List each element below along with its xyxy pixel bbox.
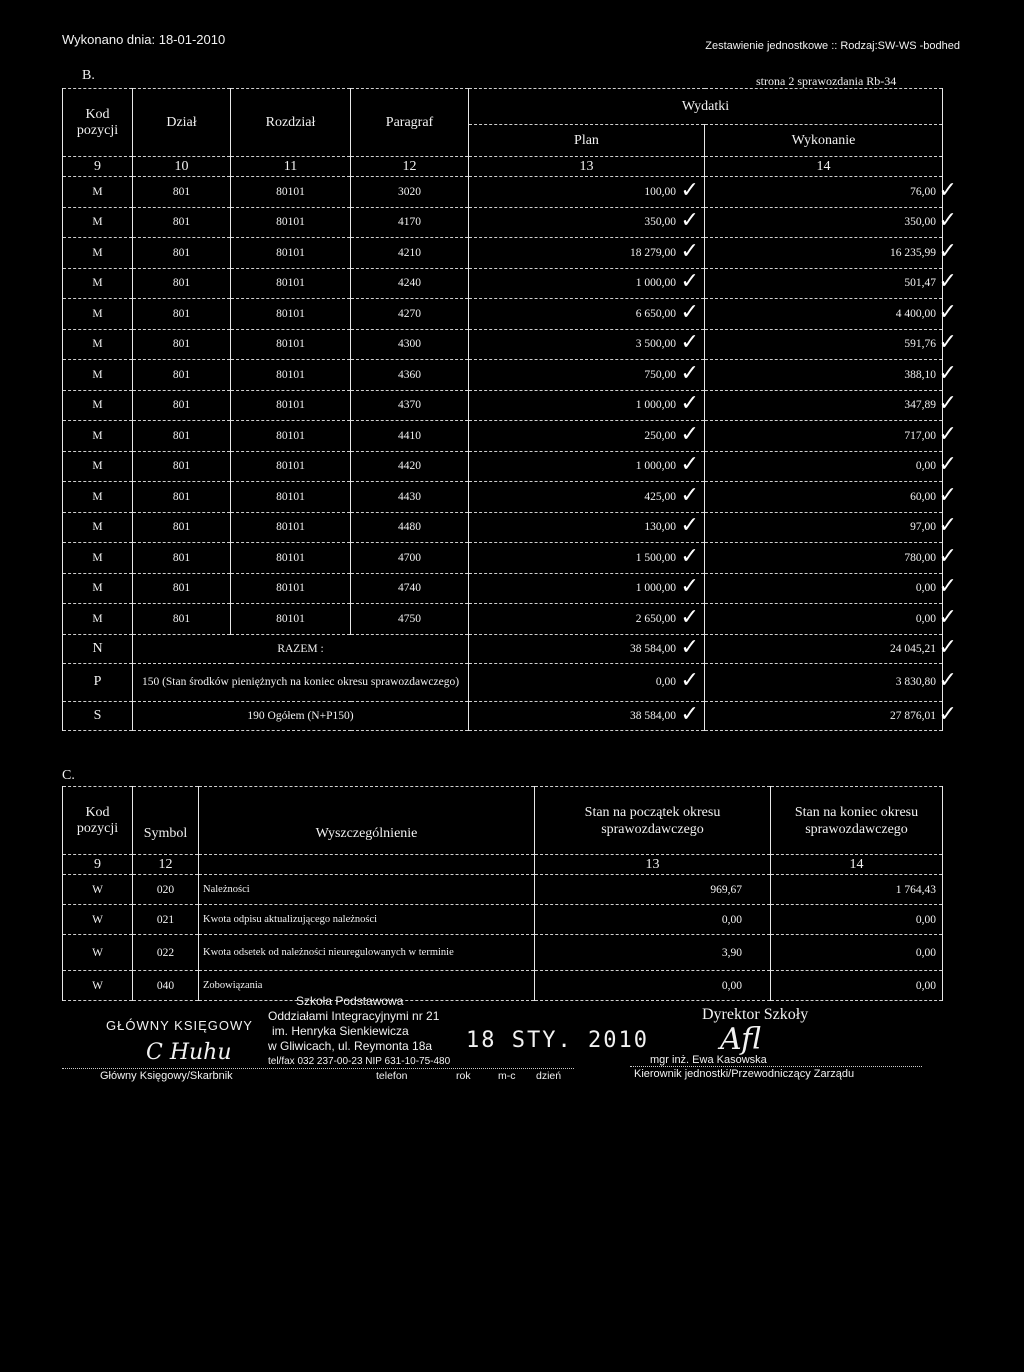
cell-kod: M: [63, 299, 133, 330]
check-mark-icon: ✓: [680, 208, 699, 234]
cell-wykonanie: 60,00: [705, 482, 943, 513]
col-number: [199, 855, 535, 875]
check-mark-icon: ✓: [938, 701, 957, 727]
check-mark-icon: ✓: [938, 668, 957, 693]
cell-plan: 1 500,00: [469, 543, 705, 574]
check-mark-icon: ✓: [938, 574, 957, 600]
cell-paragraf: 4700: [351, 543, 469, 574]
cell-rozdzial: 80101: [231, 451, 351, 482]
cell-dzial: 801: [133, 299, 231, 330]
cell-paragraf: 4750: [351, 604, 469, 635]
check-mark-icon: ✓: [680, 360, 699, 386]
receivables-table: [62, 786, 943, 1001]
table-row: [63, 207, 943, 238]
cell-wykonanie: 350,00: [705, 207, 943, 238]
cell-kod: M: [63, 604, 133, 635]
header-kod: Kod pozycji: [63, 787, 133, 855]
cell-plan: 38 584,00: [469, 701, 705, 730]
cell-paragraf: 4300: [351, 329, 469, 360]
cell-kod: M: [63, 329, 133, 360]
check-mark-icon: ✓: [938, 208, 957, 234]
table-row: [63, 451, 943, 482]
cell-paragraf: 4240: [351, 268, 469, 299]
cell-paragraf: 3020: [351, 177, 469, 208]
cell-label: 190 Ogółem (N+P150): [133, 701, 469, 730]
table-row: [63, 482, 943, 513]
col-number: 10: [133, 157, 231, 177]
cell-rozdzial: 80101: [231, 360, 351, 391]
header-kod: Kod pozycji: [63, 89, 133, 157]
cell-kod: M: [63, 390, 133, 421]
check-mark-icon: ✓: [680, 574, 699, 600]
cell-opis: Kwota odsetek od należności nieuregulowanych w terminie: [199, 935, 535, 971]
cell-wykonanie: 27 876,01: [705, 701, 943, 730]
cell-dzial: 801: [133, 238, 231, 269]
cell-wykonanie: 3 830,80: [705, 663, 943, 701]
accountant-caption: Główny Księgowy/Skarbnik: [100, 1070, 233, 1082]
cell-koniec: 1 764,43: [771, 875, 943, 905]
table-row: [63, 512, 943, 543]
header-wyszczegolnienie: Wyszczególnienie: [199, 787, 535, 855]
cell-poczatek: 0,00: [535, 971, 771, 1001]
header-wydatki: Wydatki: [469, 89, 943, 125]
table-row: [63, 268, 943, 299]
cell-paragraf: 4170: [351, 207, 469, 238]
check-mark-icon: ✓: [938, 634, 957, 660]
cell-rozdzial: 80101: [231, 512, 351, 543]
cell-label: 150 (Stan środków pieniężnych na koniec okresu sprawozdawczego): [133, 663, 469, 701]
check-mark-icon: ✓: [680, 330, 699, 356]
cell-plan: 1 000,00: [469, 451, 705, 482]
cell-kod: N: [63, 634, 133, 663]
col-number: 12: [133, 855, 199, 875]
cell-plan: 2 650,00: [469, 604, 705, 635]
cell-symbol: 021: [133, 905, 199, 935]
stamp-line: w Gliwicach, ul. Reymonta 18a: [268, 1039, 433, 1053]
director-line: [630, 1066, 922, 1067]
summary-row: [63, 663, 943, 701]
cell-wykonanie: 16 235,99: [705, 238, 943, 269]
check-mark-icon: ✓: [938, 452, 957, 478]
header-rozdzial: Rozdział: [231, 89, 351, 157]
generated-date: Wykonano dnia: 18-01-2010: [62, 32, 226, 47]
check-mark-icon: ✓: [680, 543, 699, 569]
stamp-line: tel/fax 032 237-00-23 NIP 631-10-75-480: [268, 1056, 451, 1067]
cell-kod: M: [63, 482, 133, 513]
cell-poczatek: 3,90: [535, 935, 771, 971]
check-mark-icon: ✓: [938, 513, 957, 539]
table-row: [63, 329, 943, 360]
cell-wykonanie: 388,10: [705, 360, 943, 391]
col-number: 9: [63, 855, 133, 875]
check-mark-icon: ✓: [938, 299, 957, 325]
cell-dzial: 801: [133, 390, 231, 421]
cell-rozdzial: 80101: [231, 482, 351, 513]
check-mark-icon: ✓: [680, 391, 699, 417]
cell-plan: 350,00: [469, 207, 705, 238]
cell-rozdzial: 80101: [231, 573, 351, 604]
check-mark-icon: ✓: [680, 701, 699, 727]
cell-rozdzial: 80101: [231, 390, 351, 421]
date-caption-telefon: telefon: [376, 1070, 408, 1082]
table-row: [63, 905, 943, 935]
stamp-line: Oddziałami Integracyjnymi nr 21: [268, 1009, 440, 1023]
director-name: mgr inż. Ewa Kasowska: [650, 1054, 767, 1066]
cell-kod: M: [63, 207, 133, 238]
table-row: [63, 875, 943, 905]
cell-kod: M: [63, 238, 133, 269]
director-caption: Kierownik jednostki/Przewodniczący Zarządu: [634, 1068, 855, 1080]
cell-rozdzial: 80101: [231, 329, 351, 360]
check-mark-icon: ✓: [680, 604, 699, 630]
school-stamp: [268, 994, 450, 1069]
header-wykonanie: Wykonanie: [705, 125, 943, 157]
table-row: [63, 238, 943, 269]
table-row: [63, 390, 943, 421]
table-row: [63, 543, 943, 574]
cell-plan: 0,00: [469, 663, 705, 701]
col-number: 11: [231, 157, 351, 177]
page-reference: strona 2 sprawozdania Rb-34: [756, 74, 897, 88]
cell-plan: 1 000,00: [469, 390, 705, 421]
col-number: 13: [535, 855, 771, 875]
cell-wykonanie: 0,00: [705, 451, 943, 482]
cell-kod: M: [63, 177, 133, 208]
cell-dzial: 801: [133, 268, 231, 299]
check-mark-icon: ✓: [680, 177, 699, 203]
col-number: 13: [469, 157, 705, 177]
section-c-label: C.: [62, 768, 75, 783]
cell-kod: M: [63, 451, 133, 482]
cell-dzial: 801: [133, 482, 231, 513]
date-caption-rok: rok: [456, 1070, 471, 1082]
check-mark-icon: ✓: [680, 238, 699, 264]
cell-rozdzial: 80101: [231, 604, 351, 635]
cell-rozdzial: 80101: [231, 421, 351, 452]
cell-kod: M: [63, 421, 133, 452]
cell-plan: 38 584,00: [469, 634, 705, 663]
cell-paragraf: 4270: [351, 299, 469, 330]
director-signature: Afl: [720, 1022, 762, 1057]
check-mark-icon: ✓: [938, 482, 957, 508]
cell-wykonanie: 97,00: [705, 512, 943, 543]
cell-label: RAZEM :: [133, 634, 469, 663]
col-number: 12: [351, 157, 469, 177]
cell-poczatek: 969,67: [535, 875, 771, 905]
check-mark-icon: ✓: [938, 543, 957, 569]
check-mark-icon: ✓: [938, 604, 957, 630]
cell-wykonanie: 0,00: [705, 604, 943, 635]
cell-dzial: 801: [133, 207, 231, 238]
cell-rozdzial: 80101: [231, 207, 351, 238]
check-mark-icon: ✓: [680, 668, 699, 693]
stamp-line: Szkoła Podstawowa: [296, 994, 404, 1008]
cell-plan: 3 500,00: [469, 329, 705, 360]
cell-paragraf: 4210: [351, 238, 469, 269]
table-row: [63, 421, 943, 452]
cell-plan: 6 650,00: [469, 299, 705, 330]
cell-paragraf: 4480: [351, 512, 469, 543]
section-b-label: B.: [82, 68, 95, 83]
check-mark-icon: ✓: [938, 238, 957, 264]
header-paragraf: Paragraf: [351, 89, 469, 157]
cell-kod: M: [63, 543, 133, 574]
cell-kod: W: [63, 875, 133, 905]
cell-kod: M: [63, 512, 133, 543]
cell-dzial: 801: [133, 543, 231, 574]
cell-paragraf: 4360: [351, 360, 469, 391]
cell-rozdzial: 80101: [231, 543, 351, 574]
accountant-stamp: GŁÓWNY KSIĘGOWY: [106, 1018, 253, 1033]
cell-symbol: 022: [133, 935, 199, 971]
cell-wykonanie: 780,00: [705, 543, 943, 574]
cell-kod: P: [63, 663, 133, 701]
cell-wykonanie: 24 045,21: [705, 634, 943, 663]
col-number: 14: [705, 157, 943, 177]
cell-dzial: 801: [133, 360, 231, 391]
date-line: [62, 1068, 574, 1069]
cell-plan: 18 279,00: [469, 238, 705, 269]
cell-plan: 250,00: [469, 421, 705, 452]
check-mark-icon: ✓: [938, 330, 957, 356]
cell-plan: 750,00: [469, 360, 705, 391]
cell-rozdzial: 80101: [231, 177, 351, 208]
cell-opis: Kwota odpisu aktualizującego należności: [199, 905, 535, 935]
cell-rozdzial: 80101: [231, 299, 351, 330]
cell-dzial: 801: [133, 512, 231, 543]
summary-row: [63, 634, 943, 663]
check-mark-icon: ✓: [938, 391, 957, 417]
cell-kod: M: [63, 268, 133, 299]
cell-wykonanie: 4 400,00: [705, 299, 943, 330]
cell-koniec: 0,00: [771, 971, 943, 1001]
header-koniec: Stan na koniec okresu sprawozdawczego: [771, 787, 943, 855]
cell-wykonanie: 717,00: [705, 421, 943, 452]
cell-plan: 1 000,00: [469, 268, 705, 299]
date-caption-dzien: dzień: [536, 1070, 562, 1082]
cell-wykonanie: 0,00: [705, 573, 943, 604]
header-plan: Plan: [469, 125, 705, 157]
check-mark-icon: ✓: [938, 177, 957, 203]
cell-paragraf: 4740: [351, 573, 469, 604]
table-row: [63, 360, 943, 391]
check-mark-icon: ✓: [680, 513, 699, 539]
cell-paragraf: 4370: [351, 390, 469, 421]
header-dzial: Dział: [133, 89, 231, 157]
cell-plan: 100,00: [469, 177, 705, 208]
cell-kod: M: [63, 573, 133, 604]
check-mark-icon: ✓: [938, 360, 957, 386]
check-mark-icon: ✓: [938, 269, 957, 295]
cell-wykonanie: 501,47: [705, 268, 943, 299]
table-row: [63, 935, 943, 971]
cell-dzial: 801: [133, 573, 231, 604]
table-row: [63, 573, 943, 604]
cell-symbol: 040: [133, 971, 199, 1001]
cell-kod: S: [63, 701, 133, 730]
cell-plan: 130,00: [469, 512, 705, 543]
report-source: Zestawienie jednostkowe :: Rodzaj:SW-WS -bodhed: [705, 40, 960, 52]
cell-rozdzial: 80101: [231, 268, 351, 299]
cell-opis: Należności: [199, 875, 535, 905]
cell-kod: W: [63, 935, 133, 971]
check-mark-icon: ✓: [938, 421, 957, 447]
header-poczatek: Stan na początek okresu sprawozdawczego: [535, 787, 771, 855]
date-caption-mc: m-c: [498, 1070, 516, 1082]
stamp-line: im. Henryka Sienkiewicza: [272, 1024, 409, 1038]
cell-dzial: 801: [133, 451, 231, 482]
cell-dzial: 801: [133, 177, 231, 208]
cell-rozdzial: 80101: [231, 238, 351, 269]
cell-kod: W: [63, 905, 133, 935]
cell-koniec: 0,00: [771, 935, 943, 971]
cell-symbol: 020: [133, 875, 199, 905]
cell-opis: Zobowiązania: [199, 971, 535, 1001]
cell-poczatek: 0,00: [535, 905, 771, 935]
table-row: [63, 604, 943, 635]
check-mark-icon: ✓: [680, 482, 699, 508]
cell-wykonanie: 347,89: [705, 390, 943, 421]
expenses-table: [62, 88, 943, 731]
cell-paragraf: 4410: [351, 421, 469, 452]
cell-paragraf: 4430: [351, 482, 469, 513]
check-mark-icon: ✓: [680, 299, 699, 325]
cell-wykonanie: 591,76: [705, 329, 943, 360]
accountant-signature: C Huhu: [146, 1040, 232, 1065]
col-number: 9: [63, 157, 133, 177]
cell-koniec: 0,00: [771, 905, 943, 935]
cell-kod: W: [63, 971, 133, 1001]
col-number: 14: [771, 855, 943, 875]
table-row: [63, 299, 943, 330]
cell-wykonanie: 76,00: [705, 177, 943, 208]
cell-dzial: 801: [133, 604, 231, 635]
header-symbol: Symbol: [133, 787, 199, 855]
date-stamp: 18 STY. 2010: [466, 1028, 649, 1053]
cell-paragraf: 4420: [351, 451, 469, 482]
cell-plan: 425,00: [469, 482, 705, 513]
cell-plan: 1 000,00: [469, 573, 705, 604]
summary-row: [63, 701, 943, 730]
cell-kod: M: [63, 360, 133, 391]
table-row: [63, 971, 943, 1001]
check-mark-icon: ✓: [680, 452, 699, 478]
check-mark-icon: ✓: [680, 421, 699, 447]
check-mark-icon: ✓: [680, 634, 699, 660]
cell-dzial: 801: [133, 421, 231, 452]
check-mark-icon: ✓: [680, 269, 699, 295]
director-title: Dyrektor Szkoły: [702, 1006, 809, 1023]
cell-dzial: 801: [133, 329, 231, 360]
table-row: [63, 177, 943, 208]
